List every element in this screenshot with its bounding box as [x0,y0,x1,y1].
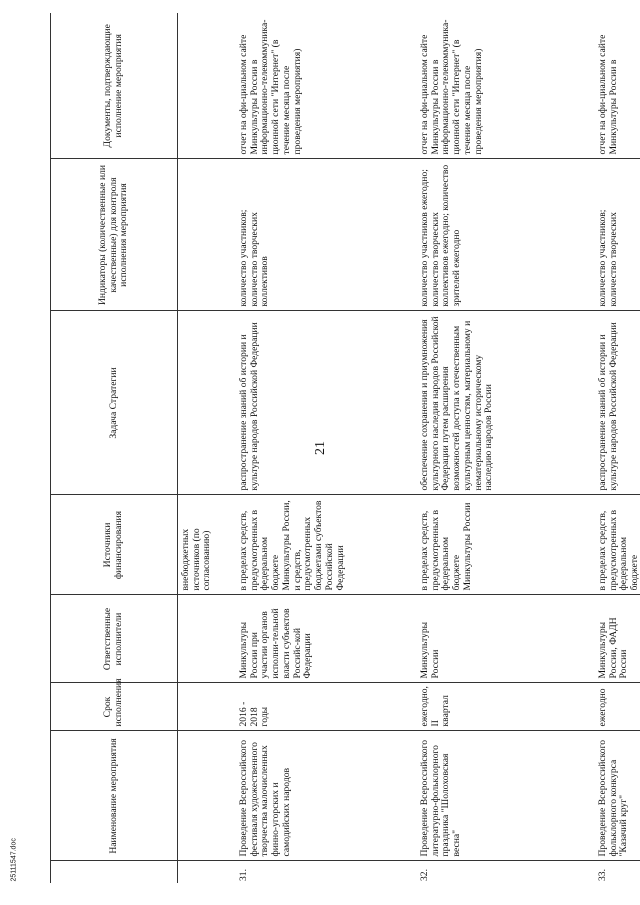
event-name: Проведение Всероссийского фестиваля художественного творчества малочисленных финно-угорских и самодийских народов [236,731,417,861]
event-term: ежегодно [595,683,640,731]
event-term: 2016 - 2018 годы [236,683,417,731]
event-indicators: количество участников; количество творческих [595,159,640,311]
confirming-documents: отчет на офи-циальном сайте Минкультуры России в информационно-телекоммуника-ционной сети "Интернет" (в течение месяца после проведения мероприятия) [417,13,595,159]
strategy-task: распространение знаний об истории и культуре народов Российской Федерации [236,311,417,495]
row-number: 31. [238,869,249,881]
header-cell-indicators: Индикаторы (количественные или качественные) для контроля исполнения мероприятия [51,159,178,311]
table-row [417,13,595,883]
header-cell-funding: Источники финансирования [51,495,178,595]
events-table [50,13,640,883]
table-header-row [51,13,178,883]
header-cell-num [51,861,178,883]
rotated-page-content [50,13,640,883]
header-cell-executors: Ответственные исполнители [51,595,178,683]
cell-funding-continued: внебюджетных источников (по согласованию) [178,495,237,595]
header-cell-name: Наименование мероприятия [51,731,178,861]
event-indicators: количество участников; количество творческих коллективов [236,159,417,311]
header-cell-documents: Документы, подтверждающие исполнение мероприятия [51,13,178,159]
event-executors: Минкультуры России при участии органов исполни-тельной власти субъектов Российс-кой Федерации [236,595,417,683]
cell [178,683,237,731]
event-indicators: количество участников ежегодно; количество творческих коллективов ежегодно; количество зрителей ежегодно [417,159,595,311]
confirming-documents: отчет на офи-циальном сайте Минкультуры России в информационно-телекоммуника-ционной сети "Интернет" (в течение месяца после проведения мероприятия) [236,13,417,159]
event-funding: в пределах средств, предусмотренных в федеральном бюджете Минкультуры России [417,495,595,595]
event-term: ежегодно, II квартал [417,683,595,731]
footer-file-code: 25111547.doc [10,838,18,882]
cell [178,13,237,159]
header-cell-term: Срок исполнения [51,683,178,731]
event-funding: в пределах средств, предусмотренных в федеральном бюджете [595,495,640,595]
strategy-task: распространение знаний об истории и культуре народов Российской Федерации [595,311,640,495]
strategy-task: обеспечение сохранения и приумножения культурного наследия народов Российской Федерации путем расширения возможностей доступа к отечественным культурным ценностям, материальному и нематериальному историческому наследию народов России [417,311,595,495]
event-name: Проведение Всероссийского литературно-фольклорного праздника "Шолоховская весна" [417,731,595,861]
event-executors: Минкультуры России, ФАДН России [595,595,640,683]
confirming-documents: отчет на офи-циальном сайте Минкультуры России в [595,13,640,159]
cell [178,731,237,861]
page-number: 21 [313,441,328,455]
header-cell-task: Задача Стратегии [51,311,178,495]
table-row [236,13,417,883]
row-number: 33. [597,869,608,881]
table-row-continuation [178,13,237,883]
table-row [595,13,640,883]
cell [178,595,237,683]
event-executors: Минкультуры России [417,595,595,683]
cell [178,861,237,883]
event-funding: в пределах средств, предусмотренных в федеральном бюджете Минкультуры России, и средств, предусмотренных бюджетами субъектов Российской Федерации [236,495,417,595]
row-number: 32. [419,869,430,881]
cell [178,311,237,495]
cell [178,159,237,311]
event-name: Проведение Всероссийского фольклорного конкурса "Казачий круг" [595,731,640,861]
